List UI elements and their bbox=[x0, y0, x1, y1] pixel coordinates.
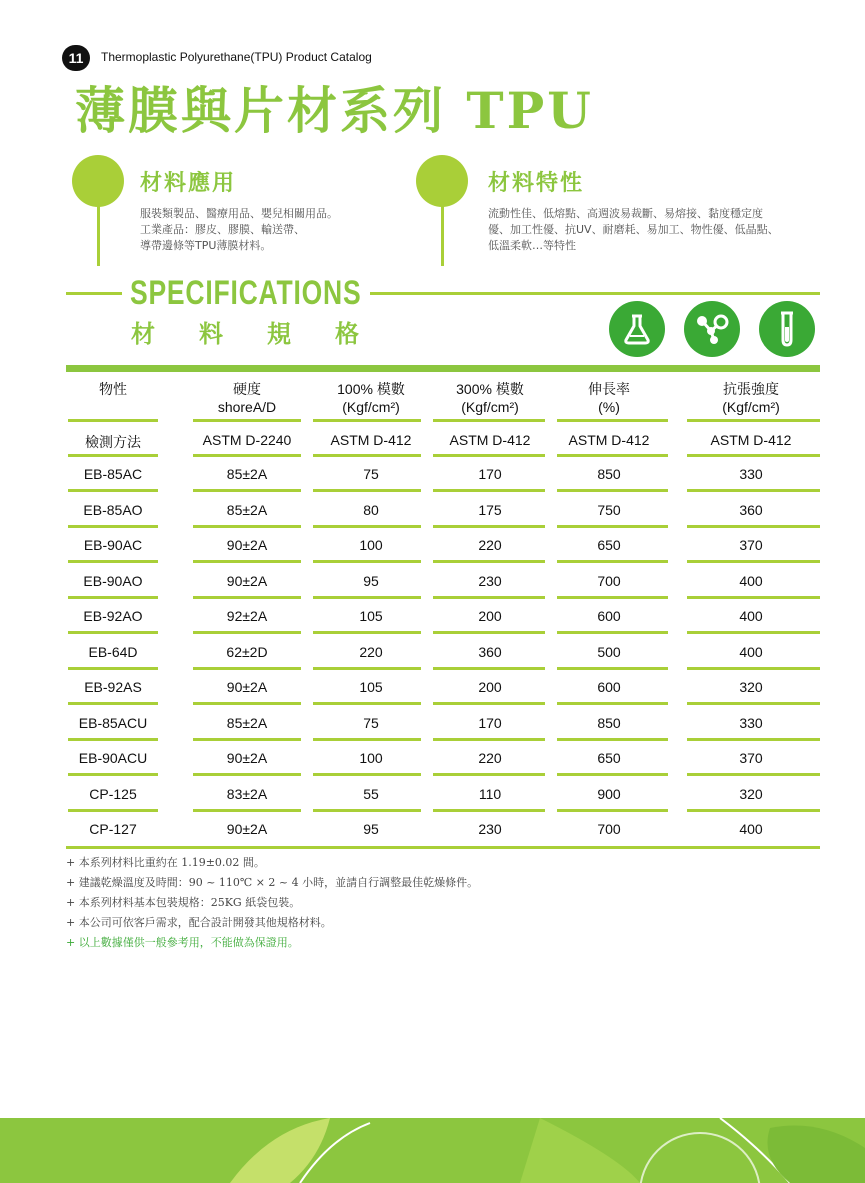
table-cell: 320 bbox=[739, 679, 763, 695]
table-cell: 62±2D bbox=[226, 643, 268, 660]
table-cell: 400 bbox=[739, 572, 763, 589]
table-cell: 220 bbox=[478, 537, 502, 553]
table-rule bbox=[557, 489, 668, 492]
table-rule bbox=[193, 419, 301, 422]
table-cell: 600 bbox=[597, 679, 621, 695]
table-rule bbox=[557, 702, 668, 705]
table-rule bbox=[433, 596, 545, 599]
table-cell: 370 bbox=[739, 750, 763, 766]
column-header-label: 硬度 bbox=[233, 381, 261, 397]
table-rule bbox=[687, 419, 820, 422]
column-header-label: 100% 模數 bbox=[337, 381, 405, 397]
table-rule bbox=[433, 454, 545, 457]
table-rule bbox=[68, 773, 158, 776]
properties-heading: 材料特性 bbox=[488, 170, 585, 196]
column-header-label: 300% 模數 bbox=[456, 381, 524, 397]
table-rule bbox=[193, 738, 301, 741]
product-code: EB-85AC bbox=[83, 466, 143, 482]
table-cell: 230 bbox=[478, 821, 502, 837]
table-cell: 100 bbox=[359, 750, 383, 766]
table-cell: 750 bbox=[597, 501, 621, 518]
notes bbox=[66, 853, 478, 953]
column-header bbox=[177, 380, 317, 416]
product-code: EB-90ACU bbox=[78, 750, 148, 766]
table-rule bbox=[433, 525, 545, 528]
table-rule bbox=[433, 560, 545, 563]
table-rule bbox=[68, 560, 158, 563]
product-code: EB-90AO bbox=[83, 572, 143, 589]
product-code: EB-92AO bbox=[83, 608, 143, 624]
table-cell: 220 bbox=[359, 643, 383, 660]
column-header-unit: (%) bbox=[598, 399, 620, 415]
specifications-subtitle: 材料規格 bbox=[131, 319, 403, 348]
product-code: EB-85AO bbox=[83, 501, 143, 518]
table-rule bbox=[557, 738, 668, 741]
table-cell: 90±2A bbox=[226, 679, 268, 695]
table-cell: 90±2A bbox=[226, 821, 268, 837]
method-cell: ASTM D-412 bbox=[330, 432, 412, 448]
table-rule bbox=[313, 454, 421, 457]
table-rule bbox=[557, 667, 668, 670]
column-header-unit: (Kgf/cm²) bbox=[342, 399, 400, 415]
table-cell: 90±2A bbox=[226, 537, 268, 553]
table-rule bbox=[313, 667, 421, 670]
note-item: + 建議乾燥溫度及時間：90 ~ 110℃ × 2 ~ 4 小時，並請自行調整最佳乾燥條件。 bbox=[66, 876, 479, 889]
product-code: EB-90AC bbox=[83, 537, 143, 553]
table-rule bbox=[68, 419, 158, 422]
table-cell: 85±2A bbox=[226, 466, 268, 482]
table-rule bbox=[68, 667, 158, 670]
table-rule bbox=[193, 560, 301, 563]
table-rule bbox=[193, 667, 301, 670]
table-rule bbox=[313, 525, 421, 528]
table-cell: 700 bbox=[597, 572, 621, 589]
table-rule bbox=[193, 702, 301, 705]
table-rule bbox=[313, 489, 421, 492]
table-cell: 90±2A bbox=[226, 750, 268, 766]
table-rule bbox=[557, 596, 668, 599]
table-cell: 400 bbox=[739, 643, 763, 660]
catalog-title: Thermoplastic Polyurethane(TPU) Product Catalog bbox=[101, 50, 372, 64]
table-cell: 170 bbox=[478, 466, 502, 482]
table-rule bbox=[193, 809, 301, 812]
table-cell: 320 bbox=[739, 785, 763, 802]
column-header-unit: (Kgf/cm²) bbox=[722, 399, 780, 415]
table-cell: 500 bbox=[597, 643, 621, 660]
table-rule bbox=[313, 738, 421, 741]
table-rule bbox=[687, 596, 820, 599]
product-code: CP-125 bbox=[89, 785, 137, 802]
table-rule bbox=[687, 667, 820, 670]
table-cell: 75 bbox=[363, 714, 379, 731]
table-rule bbox=[557, 560, 668, 563]
table-cell: 83±2A bbox=[226, 785, 268, 802]
column-header-unit: shoreA/D bbox=[217, 399, 277, 415]
table-cell: 900 bbox=[597, 785, 621, 802]
table-cell: 400 bbox=[739, 821, 763, 837]
note-item: + 本系列材料比重約在 1.19±0.02 間。 bbox=[66, 856, 265, 869]
column-header-label: 物性 bbox=[99, 381, 127, 397]
table-rule bbox=[687, 809, 820, 812]
table-rule bbox=[193, 454, 301, 457]
table-cell: 95 bbox=[363, 821, 379, 837]
table-rule bbox=[687, 702, 820, 705]
table-cell: 360 bbox=[739, 501, 763, 518]
table-rule bbox=[687, 454, 820, 457]
table-rule bbox=[313, 631, 421, 634]
footer-band bbox=[0, 1118, 865, 1183]
table-rule bbox=[687, 525, 820, 528]
table-rule bbox=[687, 738, 820, 741]
table-cell: 100 bbox=[359, 537, 383, 553]
applications-heading: 材料應用 bbox=[140, 170, 237, 196]
table-rule bbox=[433, 809, 545, 812]
table-cell: 330 bbox=[739, 466, 763, 482]
table-rule bbox=[313, 419, 421, 422]
table-cell: 92±2A bbox=[226, 608, 268, 624]
table-cell: 850 bbox=[597, 466, 621, 482]
product-code: EB-64D bbox=[88, 643, 138, 660]
applications-line: 服裝類製品、醫療用品、嬰兒相關用品。 bbox=[140, 207, 338, 220]
table-rule bbox=[68, 702, 158, 705]
table-rule bbox=[68, 525, 158, 528]
properties-line: 流動性佳、低熔點、高週波易裁斷、易熔接、黏度穩定度 bbox=[488, 207, 763, 220]
table-cell: 330 bbox=[739, 714, 763, 731]
table-cell: 220 bbox=[478, 750, 502, 766]
table-rule bbox=[313, 596, 421, 599]
table-cell: 200 bbox=[478, 608, 502, 624]
table-cell: 55 bbox=[363, 785, 379, 802]
product-code: EB-92AS bbox=[84, 679, 142, 695]
column-header bbox=[681, 380, 821, 416]
table-rule bbox=[557, 631, 668, 634]
product-code: CP-127 bbox=[89, 821, 137, 837]
table-rule bbox=[68, 454, 158, 457]
page-number: 11 bbox=[62, 45, 90, 71]
column-header bbox=[539, 380, 679, 416]
table-rule bbox=[313, 809, 421, 812]
table-rule bbox=[68, 631, 158, 634]
table-rule bbox=[433, 631, 545, 634]
column-header-label: 伸長率 bbox=[588, 381, 630, 397]
page-title: 薄膜與片材系列 TPU bbox=[75, 81, 594, 140]
method-cell: ASTM D-2240 bbox=[202, 432, 292, 448]
table-rule bbox=[557, 525, 668, 528]
applications-line: 導帶邊條等TPU薄膜材料。 bbox=[140, 239, 272, 252]
table-rule bbox=[687, 631, 820, 634]
column-header-label: 抗張強度 bbox=[723, 381, 779, 397]
table-cell: 600 bbox=[597, 608, 621, 624]
column-header bbox=[43, 380, 183, 398]
note-item: + 本公司可依客戶需求，配合設計開發其他規格材料。 bbox=[66, 916, 332, 929]
specifications-title: SPECIFICATIONS bbox=[130, 274, 362, 312]
table-cell: 80 bbox=[363, 501, 379, 518]
table-cell: 105 bbox=[359, 608, 383, 624]
table-cell: 95 bbox=[363, 572, 379, 589]
table-rule bbox=[68, 489, 158, 492]
table-rule bbox=[433, 667, 545, 670]
table-rule bbox=[557, 454, 668, 457]
table-rule bbox=[433, 738, 545, 741]
table-cell: 175 bbox=[478, 501, 502, 518]
table-cell: 85±2A bbox=[226, 501, 268, 518]
method-cell: ASTM D-412 bbox=[568, 432, 650, 448]
table-rule bbox=[193, 525, 301, 528]
table-rule bbox=[433, 419, 545, 422]
table-cell: 170 bbox=[478, 714, 502, 731]
table-rule bbox=[193, 489, 301, 492]
product-code: EB-85ACU bbox=[78, 714, 148, 731]
table-bottom-rule bbox=[66, 846, 820, 849]
table-rule bbox=[68, 809, 158, 812]
properties-line: 優、加工性優、抗UV、耐磨耗、易加工、物性優、低晶點、 bbox=[488, 223, 779, 236]
table-rule bbox=[433, 702, 545, 705]
table-cell: 90±2A bbox=[226, 572, 268, 589]
table-cell: 110 bbox=[478, 785, 502, 802]
table-cell: 75 bbox=[363, 466, 379, 482]
table-rule bbox=[313, 773, 421, 776]
properties-line: 低溫柔軟…等特性 bbox=[488, 239, 576, 252]
table-cell: 700 bbox=[597, 821, 621, 837]
table-rule bbox=[433, 489, 545, 492]
table-cell: 105 bbox=[359, 679, 383, 695]
table-cell: 360 bbox=[478, 643, 502, 660]
table-rule bbox=[687, 773, 820, 776]
table-rule bbox=[193, 631, 301, 634]
table-rule bbox=[313, 702, 421, 705]
table-rule bbox=[313, 560, 421, 563]
table-rule bbox=[557, 809, 668, 812]
table-cell: 850 bbox=[597, 714, 621, 731]
column-header-unit: (Kgf/cm²) bbox=[461, 399, 519, 415]
table-rule bbox=[68, 738, 158, 741]
table-rule bbox=[687, 560, 820, 563]
table-rule bbox=[557, 419, 668, 422]
table-cell: 230 bbox=[478, 572, 502, 589]
table-cell: 370 bbox=[739, 537, 763, 553]
method-label: 檢測方法 bbox=[85, 434, 141, 450]
table-cell: 650 bbox=[597, 750, 621, 766]
applications-line: 工業產品：膠皮、膠膜、輸送帶、 bbox=[140, 223, 305, 236]
table-cell: 200 bbox=[478, 679, 502, 695]
note-item-disclaimer: + 以上數據僅供一般參考用，不能做為保證用。 bbox=[66, 936, 299, 949]
table-rule bbox=[687, 489, 820, 492]
note-item: + 本系列材料基本包裝規格：25KG 紙袋包裝。 bbox=[66, 896, 301, 909]
table-rule bbox=[193, 773, 301, 776]
table-rule bbox=[557, 773, 668, 776]
method-cell: ASTM D-412 bbox=[449, 432, 531, 448]
table-cell: 85±2A bbox=[226, 714, 268, 731]
table-cell: 650 bbox=[597, 537, 621, 553]
table-cell: 400 bbox=[739, 608, 763, 624]
table-rule bbox=[433, 773, 545, 776]
table-rule bbox=[68, 596, 158, 599]
method-cell: ASTM D-412 bbox=[710, 432, 792, 448]
table-rule bbox=[193, 596, 301, 599]
